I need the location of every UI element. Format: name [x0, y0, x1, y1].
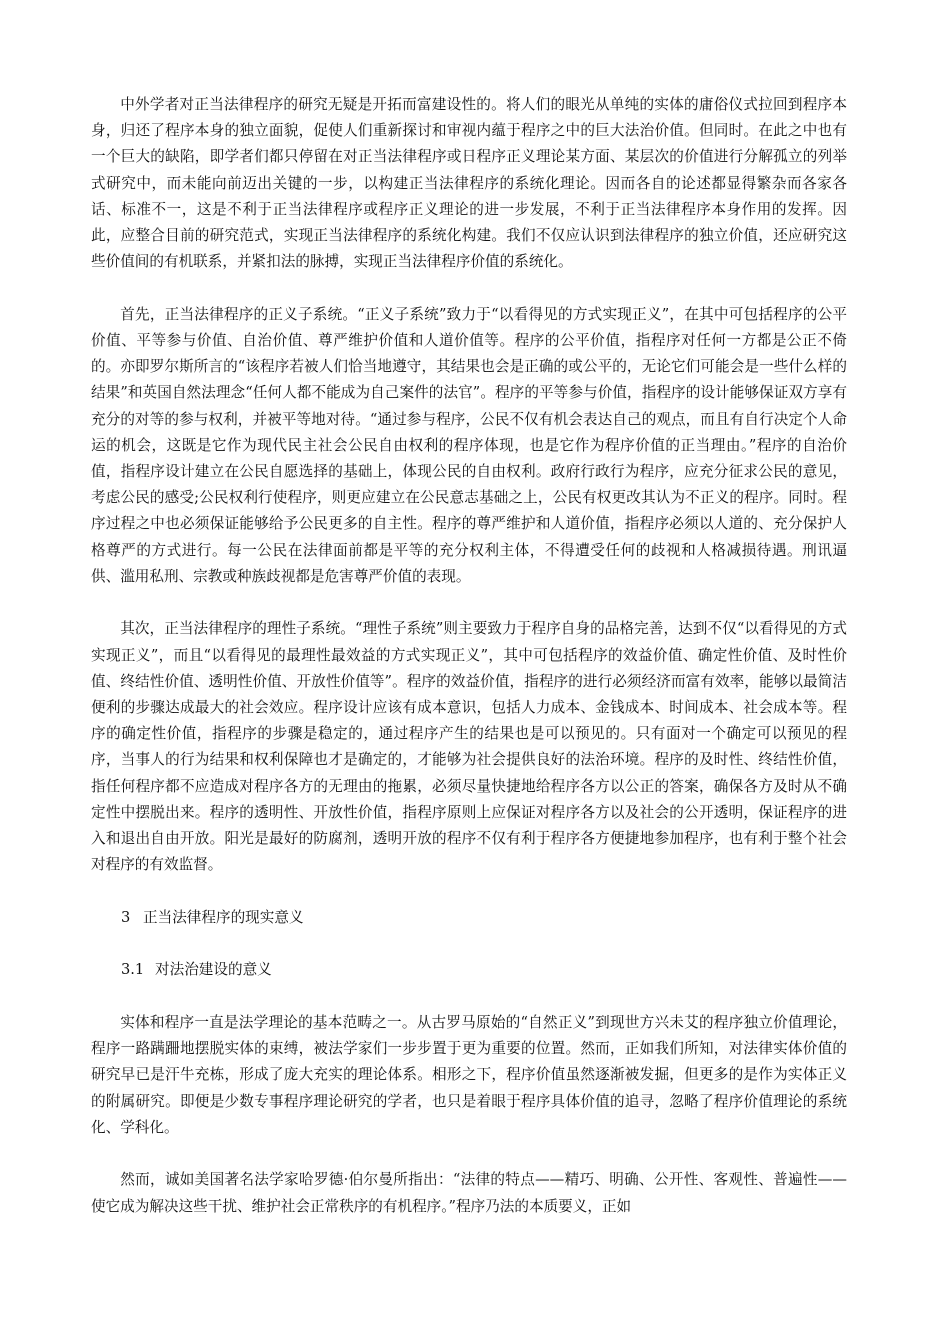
paragraph-research-overview: 中外学者对正当法律程序的研究无疑是开拓而富建设性的。将人们的眼光从单纯的实体的庸俗仪式拉回到程序本身，归还了程序本身的独立面貌，促使人们重新探讨和审视内蕴于程序之中的巨大法治价值。但同时。在此之中也有一个巨大的缺陷，即学者们都只停留在对正当法律程序或日程序正义理论某方面、某层次的价值进行分解孤立的列举式研究中，而未能向前迈出关键的一步，以构建正当法律程序的系统化理论。因而各自的论述都显得繁杂而各家各话、标准不一，这是不利于正当法律程序或程序正义理论的进一步发展，不利于正当法律程序本身作用的发挥。因此，应整合目前的研究范式，实现正当法律程序的系统化构建。我们不仅应认识到法律程序的独立价值，还应研究这些价值间的有机联系，并紧扣法的脉搏，实现正当法律程序价值的系统化。	[91, 96, 847, 271]
paragraph-justice-subsystem: 首先，正当法律程序的正义子系统。“正义子系统”致力于“以看得见的方式实现正义”，在其中可包括程序的公平价值、平等参与价值、自治价值、尊严维护价值和人道价值等。程序的公平价值，指程序对任何一方都是公正不倚的。亦即罗尔斯所言的“该程序若被人们恰当地遵守，其结果也会是正确的或公平的，无论它们可能会是一些什么样的结果”和英国自然法理念“任何人都不能成为自己案件的法官”。程序的平等参与价值，指程序的设计能够保证双方享有充分的对等的参与权利，并被平等地对待。“通过参与程序，公民不仅有机会表达自己的观点，而且有自行决定个人命运的机会，这既是它作为现代民主社会公民自由权利的程序体现，也是它作为程序价值的正当理由。”程序的自治价值，指程序设计建立在公民自愿选择的基础上，体现公民的自由权利。政府行政行为程序，应充分征求公民的意见，考虑公民的感受;公民权利行使程序，则更应建立在公民意志基础之上，公民有权更改其认为不正义的程序。同时。程序过程之中也必须保证能够给予公民更多的自主性。程序的尊严维护和人道价值，指程序必须以人道的、充分保护人格尊严的方式进行。每一公民在法律面前都是平等的充分权利主体，不得遭受任何的歧视和人格减损待遇。刑讯逼供、滥用私刑、宗教或种族歧视都是危害尊严价值的表现。	[91, 305, 847, 585]
document-page	[91, 92, 847, 1246]
paragraph-rational-subsystem: 其次，正当法律程序的理性子系统。“理性子系统”则主要致力于程序自身的品格完善，达到不仅“以看得见的方式实现正义”，而且“以看得见的最理性最效益的方式实现正义”，其中可包括程序的效益价值、确定性价值、及时性价值、终结性价值、透明性价值、开放性价值等”。程序的效益价值，指程序的进行必须经济而富有效率，能够以最简洁便利的步骤达成最大的社会效应。程序设计应该有成本意识，包括人力成本、金钱成本、时间成本、社会成本等。程序的确定性价值，指程序的步骤是稳定的，通过程序产生的结果也是可以预见的。只有面对一个确定可以预见的程序，当事人的行为结果和权利保障也才是确定的，才能够为社会提供良好的法治环境。程序的及时性、终结性价值，指任何程序都不应造成对程序各方的无理由的拖累，必须尽量快捷地给程序各方以公正的答案，确保各方及时从不确定性中摆脱出来。程序的透明性、开放性价值，指程序原则上应保证对程序各方以及社会的公开透明，保证程序的进入和退出自由开放。阳光是最好的防腐剂，透明开放的程序不仅有利于程序各方便捷地参加程序，也有利于整个社会对程序的有效监督。	[91, 620, 847, 874]
section-heading-3	[91, 905, 847, 931]
subsection-heading-3-1	[91, 957, 847, 983]
paragraph-substance-procedure: 实体和程序一直是法学理论的基本范畴之一。从古罗马原始的“自然正义”到现世方兴未艾的程序独立价值理论，程序一路蹒跚地摆脱实体的束缚，被法学家们一步步置于更为重要的位置。然而，正如我们所知，对法律实体价值的研究早已是汗牛充栋，形成了庞大充实的理论体系。相形之下，程序价值虽然逐渐被发掘，但更多的是作为实体正义的附属研究。即便是少数专事程序理论研究的学者，也只是着眼于程序具体价值的追寻，忽略了程序价值理论的系统化、学科化。	[91, 1014, 847, 1136]
paragraph-berman-quote: 然而，诚如美国著名法学家哈罗德·伯尔曼所指出：“法律的特点——精巧、明确、公开性、客观性、普遍性——使它成为解决这些干扰、维护社会正常秩序的有机程序。”程序乃法的本质要义，正如	[91, 1171, 847, 1215]
section-title: 正当法律程序的现实意义	[143, 908, 304, 926]
subsection-title: 对法治建设的意义	[155, 961, 272, 979]
subsection-number: 3.1	[121, 961, 145, 979]
section-number: 3	[121, 908, 131, 926]
